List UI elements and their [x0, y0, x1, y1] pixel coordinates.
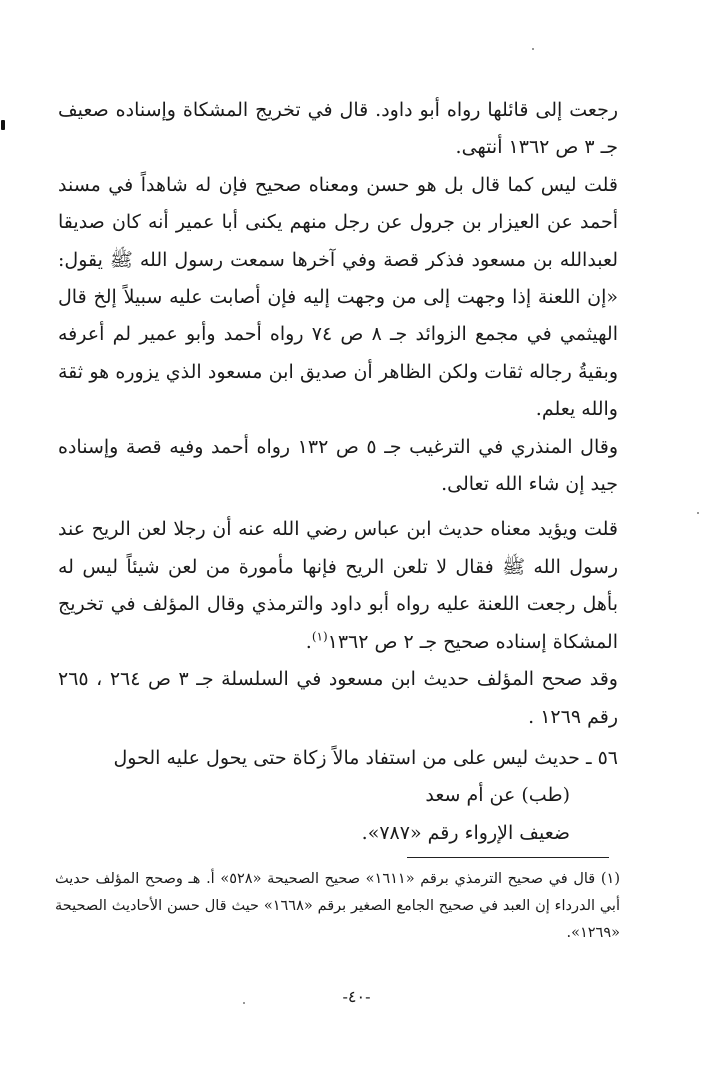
paragraph-4-end: .	[305, 630, 312, 653]
main-text	[58, 92, 618, 852]
page-number: -٤٠-	[342, 987, 371, 1006]
paragraph-2: قلت ليس كما قال بل هو حسن ومعناه صحيح فإن له شاهداً في مسند أحمد عن العيزار بن جرول عن رجل منهم يكنى أبا عمير أنه كان صديقا لعبدالله بن مسعود فذكر قصة وفي آخرها سمعت رسول الله ﷺ يقول: «إن اللعنة إذا وجهت إلى من وجهت إليه فإن أصابت عليه سبيلاً إلخ قال الهيثمي في مجمع الزوائد جـ ٨ ص ٧٤ رواه أحمد وأبو عمير لم أعرفه وبقيةُ رجاله ثقات ولكن الظاهر أن صديق ابن مسعود الذي يزوره هو ثقة والله يعلم.	[58, 173, 618, 421]
paragraph-4	[58, 511, 618, 661]
hadith-title: ٥٦ ـ حديث ليس على من استفاد مالاً زكاة حتى يحول عليه الحول	[113, 746, 618, 769]
footnote-reference: (١)	[311, 629, 328, 644]
footnotes	[55, 866, 620, 947]
scan-speck	[697, 512, 699, 514]
hadith-source: (طب) عن أم سعد	[425, 784, 570, 807]
paragraph-4-text: قلت ويؤيد معناه حديث ابن عباس رضي الله عنه أن رجلا لعن الريح عند رسول الله ﷺ فقال لا تلعن الريح فإنها مأمورة من لعن شيئاً ليس له بأهل رجعت اللعنة عليه رواه أبو داود والترمذي وقال المؤلف في تخريج المشكاة إسناده صحيح جـ ٢ ص ١٣٦٢	[58, 518, 618, 653]
paragraph-5: وقد صحح المؤلف حديث ابن مسعود في السلسلة جـ ٣ ص ٢٦٤ ، ٢٦٥ رقم ١٢٦٩ .	[58, 668, 618, 728]
paragraph-3: وقال المنذري في الترغيب جـ ٥ ص ١٣٢ رواه أحمد وفيه قصة وإسناده جيد إن شاء الله تعالى.	[58, 435, 618, 496]
margin-mark	[1, 120, 5, 130]
scan-speck	[532, 48, 534, 50]
footnote-divider	[407, 857, 609, 858]
paragraph-1: رجعت إلى قائلها رواه أبو داود. قال في تخريج المشكاة وإسناده صعيف جـ ٣ ص ١٣٦٢ أنتهى.	[58, 99, 618, 159]
footnote-1: (١) قال في صحيح الترمذي برقم «١٦١١» صحيح الصحيحة «٥٢٨» أ. هـ وصحح المؤلف حديث أبي الدرداء إن العبد في صحيح الجامع الصغير برقم «١٦٦٨» حيث قال حسن الأحاديث الصحيحة «١٢٦٩».	[55, 871, 620, 941]
hadith-grade: ضعيف الإرواء رقم «٧٨٧».	[361, 821, 570, 844]
